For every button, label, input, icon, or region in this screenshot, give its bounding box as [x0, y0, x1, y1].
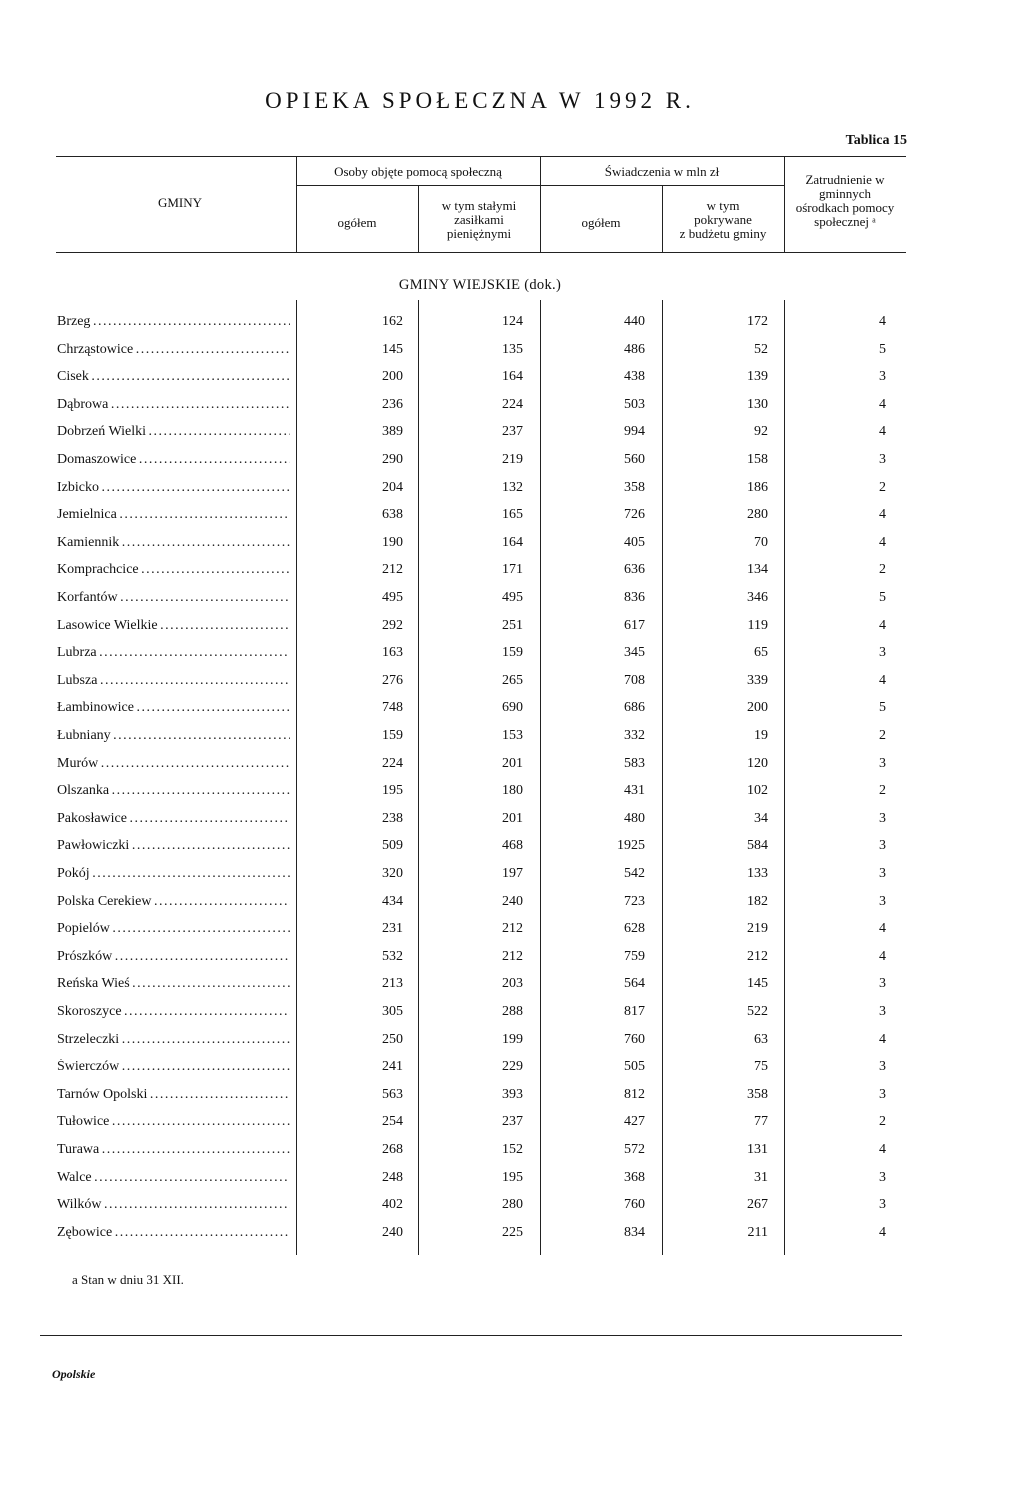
- osoby-ogolem-cell: 163: [382, 645, 403, 661]
- table-row: [0, 590, 1024, 618]
- osoby-stale-cell: 288: [502, 1004, 523, 1019]
- sw-ogolem-cell: 503: [624, 396, 645, 412]
- osoby-ogolem-cell: 305: [382, 1004, 403, 1019]
- osoby-ogolem-cell: 292: [382, 617, 403, 633]
- header-bottom-rule: [56, 252, 906, 253]
- sw-ogolem-cell: 812: [624, 1086, 645, 1102]
- osoby-stale-cell: 240: [502, 893, 523, 909]
- sw-budzet-cell: 522: [747, 1004, 768, 1019]
- table-row: [0, 1225, 1024, 1253]
- osoby-stale-cell: 164: [502, 534, 523, 550]
- table-row: [0, 728, 1024, 756]
- table-row: [0, 949, 1024, 977]
- osoby-ogolem-cell: 276: [382, 672, 403, 688]
- sw-ogolem-cell: 564: [624, 976, 645, 992]
- zatrudnienie-cell: 3: [879, 1059, 886, 1075]
- gmina-name: Strzeleczki . . .: [57, 1032, 290, 1048]
- zatrudnienie-cell: 4: [879, 507, 886, 523]
- table-row: [0, 921, 1024, 949]
- sw-budzet-cell: 63: [754, 1031, 768, 1047]
- osoby-stale-cell: 199: [502, 1031, 523, 1047]
- sw-ogolem-cell: 368: [624, 1169, 645, 1185]
- header-osoby-ogolem: ogółem: [337, 215, 377, 230]
- gmina-name: Walce . . .: [57, 1170, 290, 1186]
- osoby-stale-cell: 171: [502, 562, 523, 578]
- sw-budzet-cell: 102: [747, 783, 768, 799]
- sw-budzet-cell: 75: [754, 1059, 768, 1075]
- sw-budzet-cell: 34: [754, 810, 768, 826]
- gmina-name: Polska Cerekiew . . .: [57, 894, 290, 910]
- osoby-stale-cell: 201: [502, 810, 523, 826]
- sw-ogolem-cell: 628: [624, 921, 645, 937]
- sw-ogolem-cell: 505: [624, 1059, 645, 1075]
- zatrudnienie-cell: 4: [879, 921, 886, 937]
- osoby-stale-cell: 195: [502, 1169, 523, 1185]
- sw-ogolem-cell: 572: [624, 1142, 645, 1157]
- gmina-name: Wilków . . .: [57, 1197, 290, 1213]
- table-row: [0, 535, 1024, 563]
- table-row: [0, 866, 1024, 894]
- osoby-ogolem-cell: 236: [382, 396, 403, 412]
- sw-budzet-cell: 158: [747, 452, 768, 467]
- sw-ogolem-cell: 760: [624, 1197, 645, 1213]
- sw-budzet-cell: 131: [747, 1142, 768, 1157]
- sw-budzet-cell: 358: [747, 1086, 768, 1102]
- zatrudnienie-cell: 4: [879, 1142, 886, 1157]
- table-row: [0, 369, 1024, 397]
- sw-ogolem-cell: 427: [624, 1114, 645, 1130]
- sw-budzet-cell: 120: [747, 755, 768, 771]
- osoby-stale-cell: 495: [502, 590, 523, 605]
- header-swiadczenia: Świadczenia w mln zł: [604, 164, 720, 179]
- zatrudnienie-cell: 4: [879, 672, 886, 688]
- osoby-stale-cell: 135: [502, 341, 523, 357]
- zatrudnienie-cell: 3: [879, 755, 886, 771]
- sw-ogolem-cell: 994: [624, 424, 645, 440]
- footnote: a Stan w dniu 31 XII.: [72, 1272, 184, 1287]
- table-row: [0, 480, 1024, 508]
- osoby-ogolem-cell: 748: [382, 700, 403, 716]
- sw-ogolem-cell: 834: [624, 1224, 645, 1240]
- zatrudnienie-cell: 3: [879, 976, 886, 992]
- sw-budzet-cell: 31: [754, 1169, 768, 1185]
- table-row: [0, 562, 1024, 590]
- osoby-stale-cell: 180: [502, 783, 523, 799]
- table-row: [0, 756, 1024, 784]
- sw-budzet-cell: 172: [747, 314, 768, 329]
- table-row: [0, 314, 1024, 342]
- osoby-ogolem-cell: 248: [382, 1169, 403, 1185]
- table-row: [0, 783, 1024, 811]
- gmina-name: Cisek . . .: [57, 369, 290, 385]
- osoby-ogolem-cell: 320: [382, 866, 403, 881]
- sw-budzet-cell: 211: [747, 1224, 768, 1240]
- osoby-ogolem-cell: 241: [382, 1059, 403, 1075]
- gmina-name: Jemielnica . . .: [57, 507, 290, 523]
- osoby-stale-cell: 224: [502, 396, 523, 412]
- footer-region: Opolskie: [52, 1367, 96, 1381]
- osoby-ogolem-cell: 389: [382, 424, 403, 440]
- sw-budzet-cell: 92: [754, 424, 768, 440]
- table-row: [0, 673, 1024, 701]
- zatrudnienie-cell: 4: [879, 617, 886, 633]
- osoby-ogolem-cell: 268: [382, 1142, 403, 1157]
- sw-budzet-cell: 119: [747, 617, 768, 633]
- osoby-ogolem-cell: 563: [382, 1086, 403, 1102]
- sw-budzet-cell: 70: [754, 534, 768, 550]
- osoby-ogolem-cell: 231: [382, 921, 403, 937]
- table-row: [0, 1059, 1024, 1087]
- osoby-stale-cell: 132: [502, 479, 523, 495]
- zatrudnienie-cell: 3: [879, 838, 886, 854]
- sw-ogolem-cell: 759: [624, 948, 645, 964]
- zatrudnienie-cell: 4: [879, 1224, 886, 1240]
- zatrudnienie-cell: 4: [879, 1031, 886, 1047]
- zatrudnienie-cell: 3: [879, 893, 886, 909]
- gmina-name: Pakosławice . . .: [57, 811, 290, 827]
- gmina-name: Świerczów . . .: [57, 1059, 290, 1075]
- zatrudnienie-cell: 4: [879, 424, 886, 440]
- sw-ogolem-cell: 1925: [617, 838, 645, 854]
- table-row: [0, 452, 1024, 480]
- osoby-stale-cell: 212: [502, 921, 523, 937]
- section-heading: GMINY WIEJSKIE (dok.): [398, 277, 562, 293]
- header-top-rule: [56, 156, 906, 157]
- gmina-name: Skoroszyce . . .: [57, 1004, 290, 1020]
- sw-ogolem-cell: 708: [624, 672, 645, 688]
- zatrudnienie-cell: 3: [879, 645, 886, 661]
- osoby-ogolem-cell: 212: [382, 562, 403, 578]
- table-row: [0, 618, 1024, 646]
- table-row: [0, 1087, 1024, 1115]
- osoby-stale-cell: 164: [502, 369, 523, 385]
- osoby-stale-cell: 265: [502, 672, 523, 688]
- sw-ogolem-cell: 431: [624, 783, 645, 799]
- table-row: [0, 1032, 1024, 1060]
- sw-budzet-cell: 339: [747, 672, 768, 688]
- osoby-ogolem-cell: 254: [382, 1114, 403, 1130]
- sw-ogolem-cell: 358: [624, 479, 645, 495]
- gmina-name: Izbicko . . .: [57, 480, 290, 496]
- osoby-stale-cell: 229: [502, 1059, 523, 1075]
- gmina-name: Murów . . .: [57, 756, 290, 772]
- sw-ogolem-cell: 332: [624, 728, 645, 743]
- gmina-name: Lubrza . . .: [57, 645, 290, 661]
- osoby-ogolem-cell: 509: [382, 838, 403, 854]
- sw-ogolem-cell: 617: [624, 617, 645, 633]
- header-osoby: Osoby objęte pomocą społeczną: [334, 164, 502, 179]
- table-row: [0, 700, 1024, 728]
- osoby-stale-cell: 393: [502, 1086, 523, 1102]
- zatrudnienie-cell: 3: [879, 1197, 886, 1213]
- sw-budzet-cell: 219: [747, 921, 768, 937]
- osoby-ogolem-cell: 162: [382, 314, 403, 329]
- sw-ogolem-cell: 723: [624, 893, 645, 909]
- sw-ogolem-cell: 440: [624, 314, 645, 329]
- sw-ogolem-cell: 438: [624, 369, 645, 385]
- sw-budzet-cell: 267: [747, 1197, 768, 1213]
- zatrudnienie-cell: 2: [879, 1114, 886, 1130]
- sw-budzet-cell: 134: [747, 562, 768, 578]
- sw-budzet-cell: 584: [747, 838, 768, 854]
- zatrudnienie-cell: 2: [879, 728, 886, 743]
- sw-budzet-cell: 19: [754, 728, 768, 743]
- osoby-ogolem-cell: 145: [382, 341, 403, 357]
- header-osoby-stale: w tym stałymi zasiłkami pieniężnymi: [441, 198, 517, 241]
- sw-ogolem-cell: 686: [624, 700, 645, 716]
- sw-ogolem-cell: 542: [624, 866, 645, 881]
- zatrudnienie-cell: 3: [879, 810, 886, 826]
- page-title: OPIEKA SPOŁECZNA W 1992 R.: [265, 88, 695, 113]
- gmina-name: Domaszowice . . .: [57, 452, 290, 468]
- osoby-ogolem-cell: 532: [382, 948, 403, 964]
- osoby-stale-cell: 197: [502, 866, 523, 881]
- sw-budzet-cell: 182: [747, 893, 768, 909]
- gmina-name: Dobrzeń Wielki . . .: [57, 424, 290, 440]
- zatrudnienie-cell: 2: [879, 479, 886, 495]
- gmina-name: Lubsza . . .: [57, 673, 290, 689]
- gmina-name: Olszanka . . .: [57, 783, 290, 799]
- gmina-name: Łambinowice . . .: [57, 700, 290, 716]
- zatrudnienie-cell: 2: [879, 783, 886, 799]
- sw-budzet-cell: 130: [747, 396, 768, 412]
- footer-rule: [40, 1335, 902, 1336]
- osoby-ogolem-cell: 200: [382, 369, 403, 385]
- table-row: [0, 1142, 1024, 1170]
- osoby-stale-cell: 280: [502, 1197, 523, 1213]
- table-row: [0, 342, 1024, 370]
- sw-ogolem-cell: 836: [624, 590, 645, 605]
- zatrudnienie-cell: 3: [879, 1004, 886, 1019]
- zatrudnienie-cell: 3: [879, 866, 886, 881]
- zatrudnienie-cell: 4: [879, 314, 886, 329]
- header-gminy: GMINY: [157, 195, 203, 210]
- zatrudnienie-cell: 3: [879, 369, 886, 385]
- zatrudnienie-cell: 5: [879, 700, 886, 716]
- gmina-name: Lasowice Wielkie . . .: [57, 618, 290, 634]
- table-row: [0, 424, 1024, 452]
- osoby-stale-cell: 251: [502, 617, 523, 633]
- zatrudnienie-cell: 3: [879, 452, 886, 467]
- osoby-ogolem-cell: 240: [382, 1224, 403, 1240]
- osoby-ogolem-cell: 224: [382, 755, 403, 771]
- sw-budzet-cell: 212: [747, 948, 768, 964]
- sw-ogolem-cell: 480: [624, 810, 645, 826]
- gmina-name: Zębowice . . .: [57, 1225, 290, 1241]
- osoby-stale-cell: 237: [502, 424, 523, 440]
- osoby-stale-cell: 201: [502, 755, 523, 771]
- sw-budzet-cell: 139: [747, 369, 768, 385]
- sw-ogolem-cell: 560: [624, 452, 645, 467]
- table-number: Tablica 15: [845, 133, 907, 148]
- gmina-name: Korfantów . . .: [57, 590, 290, 606]
- osoby-stale-cell: 690: [502, 700, 523, 716]
- osoby-stale-cell: 237: [502, 1114, 523, 1130]
- osoby-stale-cell: 124: [502, 314, 523, 329]
- header-sw-wtym: w tym pokrywane z budżetu gminy: [679, 198, 767, 241]
- table-row: [0, 1170, 1024, 1198]
- sw-ogolem-cell: 486: [624, 341, 645, 357]
- table-row: [0, 645, 1024, 673]
- table-row: [0, 507, 1024, 535]
- osoby-stale-cell: 152: [502, 1142, 523, 1157]
- zatrudnienie-cell: 4: [879, 948, 886, 964]
- table-row: [0, 811, 1024, 839]
- osoby-ogolem-cell: 290: [382, 452, 403, 467]
- sw-ogolem-cell: 760: [624, 1031, 645, 1047]
- osoby-ogolem-cell: 238: [382, 810, 403, 826]
- osoby-stale-cell: 153: [502, 728, 523, 743]
- table-row: [0, 1197, 1024, 1225]
- gmina-name: Turawa . . .: [57, 1142, 290, 1158]
- gmina-name: Prószków . . .: [57, 949, 290, 965]
- zatrudnienie-cell: 3: [879, 1169, 886, 1185]
- sw-ogolem-cell: 345: [624, 645, 645, 661]
- gmina-name: Pokój . . .: [57, 866, 290, 882]
- osoby-ogolem-cell: 204: [382, 479, 403, 495]
- osoby-stale-cell: 219: [502, 452, 523, 467]
- sw-budzet-cell: 145: [747, 976, 768, 992]
- osoby-ogolem-cell: 402: [382, 1197, 403, 1213]
- osoby-stale-cell: 165: [502, 507, 523, 523]
- zatrudnienie-cell: 4: [879, 396, 886, 412]
- sw-ogolem-cell: 636: [624, 562, 645, 578]
- zatrudnienie-cell: 2: [879, 562, 886, 578]
- sw-budzet-cell: 52: [754, 341, 768, 357]
- sw-budzet-cell: 77: [754, 1114, 768, 1130]
- sw-budzet-cell: 200: [747, 700, 768, 716]
- osoby-stale-cell: 212: [502, 948, 523, 964]
- gmina-name: Tarnów Opolski . . .: [57, 1087, 290, 1103]
- osoby-ogolem-cell: 195: [382, 783, 403, 799]
- gmina-name: Tułowice . . .: [57, 1114, 290, 1130]
- zatrudnienie-cell: 5: [879, 590, 886, 605]
- gmina-name: Dąbrowa . . .: [57, 397, 290, 413]
- table-row: [0, 1004, 1024, 1032]
- gmina-name: Pawłowiczki . . .: [57, 838, 290, 854]
- sw-budzet-cell: 186: [747, 479, 768, 495]
- osoby-ogolem-cell: 250: [382, 1031, 403, 1047]
- sw-ogolem-cell: 726: [624, 507, 645, 523]
- osoby-stale-cell: 203: [502, 976, 523, 992]
- table-row: [0, 397, 1024, 425]
- osoby-stale-cell: 468: [502, 838, 523, 854]
- sw-ogolem-cell: 817: [624, 1004, 645, 1019]
- gmina-name: Reńska Wieś . . .: [57, 976, 290, 992]
- zatrudnienie-cell: 3: [879, 1086, 886, 1102]
- gmina-name: Chrząstowice . . .: [57, 342, 290, 358]
- zatrudnienie-cell: 5: [879, 341, 886, 357]
- osoby-ogolem-cell: 434: [382, 893, 403, 909]
- osoby-stale-cell: 225: [502, 1224, 523, 1240]
- sw-ogolem-cell: 405: [624, 534, 645, 550]
- gmina-name: Kamiennik . . .: [57, 535, 290, 551]
- table-row: [0, 976, 1024, 1004]
- osoby-ogolem-cell: 190: [382, 534, 403, 550]
- sw-ogolem-cell: 583: [624, 755, 645, 771]
- osoby-ogolem-cell: 213: [382, 976, 403, 992]
- osoby-stale-cell: 159: [502, 645, 523, 661]
- osoby-ogolem-cell: 638: [382, 507, 403, 523]
- gmina-name: Brzeg . . .: [57, 314, 290, 330]
- header-sw-ogolem: ogółem: [581, 215, 621, 230]
- gmina-name: Łubniany . . .: [57, 728, 290, 744]
- zatrudnienie-cell: 4: [879, 534, 886, 550]
- table-row: [0, 838, 1024, 866]
- sw-budzet-cell: 65: [754, 645, 768, 661]
- gmina-name: Komprachcice . . .: [57, 562, 290, 578]
- gmina-name: Popielów . . .: [57, 921, 290, 937]
- sw-budzet-cell: 133: [747, 866, 768, 881]
- table-row: [0, 1114, 1024, 1142]
- osoby-ogolem-cell: 159: [382, 728, 403, 743]
- table-row: [0, 894, 1024, 922]
- sw-budzet-cell: 346: [747, 590, 768, 605]
- sw-budzet-cell: 280: [747, 507, 768, 523]
- header-zatrudnienie: Zatrudnienie w gminnych ośrodkach pomocy społecznej ᵃ: [795, 172, 895, 229]
- osoby-ogolem-cell: 495: [382, 590, 403, 605]
